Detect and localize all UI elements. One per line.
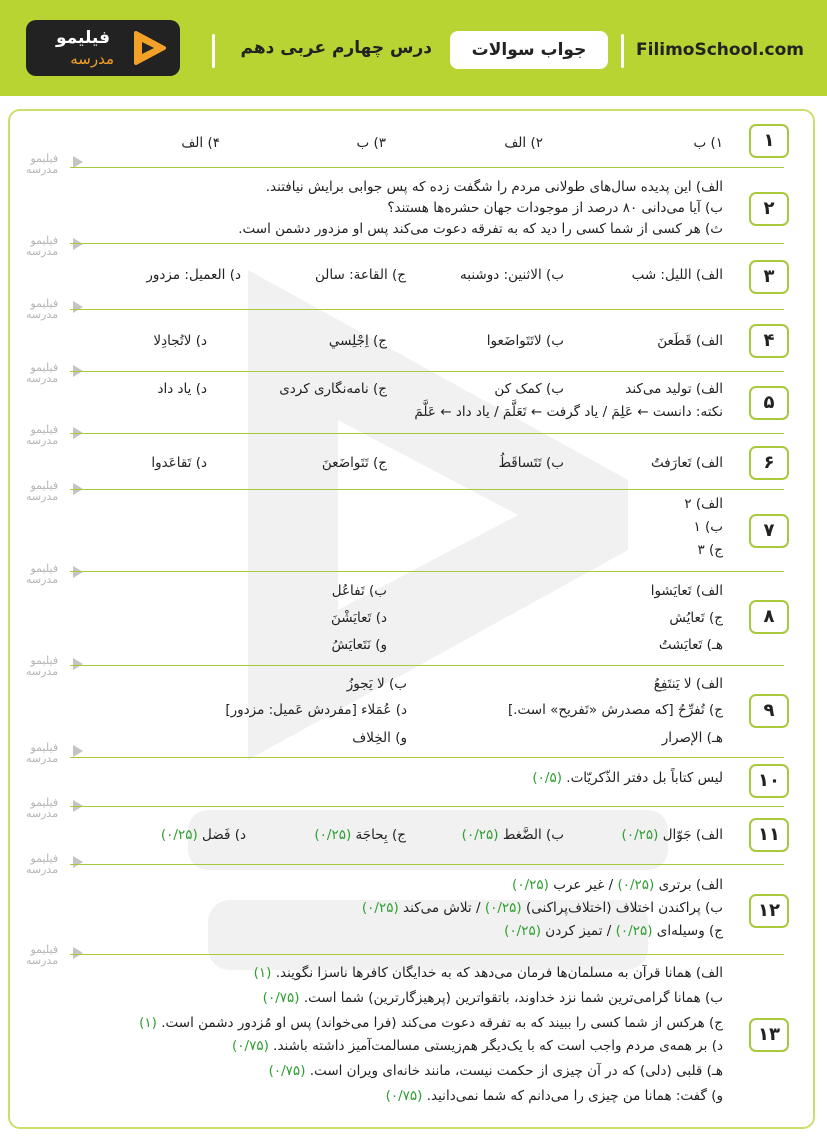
row-divider xyxy=(70,806,784,807)
score: (۰/۲۵) xyxy=(615,923,653,939)
answer-option: د) فَضل (۰/۲۵) xyxy=(160,827,246,843)
answer-option: الف) تولید می‌کند xyxy=(625,381,723,397)
answer-text: لیس کتاباً بل دفتر الذّکریّات. xyxy=(566,770,723,786)
answer-option: ج) اِجْلِسي xyxy=(328,333,387,349)
score: (۰/۲۵) xyxy=(160,827,198,843)
answer-option: د) تَعايَشْنَ xyxy=(330,610,387,626)
site-url[interactable]: FilimoSchool.com xyxy=(636,40,805,60)
row-divider xyxy=(70,167,784,168)
answer-option: ج) نامه‌نگاری کردی xyxy=(279,381,387,397)
answer-note: نکته: دانست ← عَلِمَ / یاد گرفت ← تَعَلَّمَ / یاد داد ← عَلَّمَ xyxy=(414,404,723,420)
question-number: ۱۰ xyxy=(749,764,789,798)
side-watermark: فیلیمو مدرسه xyxy=(26,563,58,585)
answer-option: ج) بِحاجَة (۰/۲۵) xyxy=(314,827,406,843)
answer-line: ج) ۳ xyxy=(697,542,723,558)
question-number: ۶ xyxy=(749,446,789,480)
side-watermark: فیلیمو مدرسه xyxy=(26,742,58,764)
play-icon xyxy=(72,744,84,758)
row-divider xyxy=(70,571,784,572)
score: (۰/۲۵) xyxy=(512,877,549,893)
answer-line: ج) هرکس از شما کسی را ببیند که به تفرقه دعوت می‌کند (فرا می‌خواند) پس او مُزدور دشمن است. (۱) xyxy=(139,1015,723,1031)
row-divider xyxy=(70,309,784,310)
score: (۰/۷۵) xyxy=(268,1063,306,1079)
answer-option: و) الخِلاف xyxy=(352,730,407,746)
side-watermark: فیلیمو مدرسه xyxy=(26,362,58,384)
score: (۰/۲۵) xyxy=(484,900,522,916)
answer-option: هـ) الإصرار xyxy=(661,730,723,746)
answer-option: د) لاتُجادِلا xyxy=(153,333,207,349)
score: (۰/۲۵) xyxy=(617,877,655,893)
play-icon xyxy=(72,300,84,314)
answer-line: الف) ۲ xyxy=(684,496,723,512)
answer-option: هـ) تَعايَشتُ xyxy=(658,637,723,653)
answer-option: ب) الضَّغط (۰/۲۵) xyxy=(461,827,564,843)
answer-option: ب) تَفاعُل xyxy=(331,583,387,599)
row-divider xyxy=(70,665,784,666)
answer-line: و) گفت: همانا من چیزی را می‌دانم که شما نمی‌دانید. (۰/۷۵) xyxy=(385,1088,723,1104)
side-watermark: فیلیمو مدرسه xyxy=(26,153,58,175)
side-watermark: فیلیمو مدرسه xyxy=(26,944,58,966)
row-divider xyxy=(70,243,784,244)
question-number: ۴ xyxy=(749,324,789,358)
answer-option: د) العمیل: مزدور xyxy=(146,267,241,283)
answer-line: الف) این پدیده سال‌های طولانی مردم را شگفت زده که پس جوابی برایش نیافتند. xyxy=(265,179,723,195)
score: (۰/۲۵) xyxy=(361,900,399,916)
play-icon xyxy=(72,657,84,671)
score: (۰/۲۵) xyxy=(504,923,541,939)
side-watermark: فیلیمو مدرسه xyxy=(26,235,58,257)
side-watermark: فیلیمو مدرسه xyxy=(26,853,58,875)
score: (۰/۷۵) xyxy=(262,990,300,1006)
answer-line: هـ) قلبی (دلی) که در آن چیزی از حکمت نیست، مانند خانه‌ای ویران است. (۰/۷۵) xyxy=(268,1063,723,1079)
row-divider xyxy=(70,954,784,955)
background-watermark-icon xyxy=(168,250,688,1010)
play-icon xyxy=(72,855,84,869)
answer-option: ج) القاعة: سالن xyxy=(314,267,406,283)
header-divider xyxy=(621,34,624,68)
answer-option: ج) تَتَواضَعنَ xyxy=(321,455,387,471)
answers-badge: جواب سوالات xyxy=(450,31,608,69)
score: (۰/۲۵) xyxy=(461,827,499,843)
answer-option: ب) الاثنین: دوشنبه xyxy=(460,267,564,283)
score: (۰/۲۵) xyxy=(314,827,352,843)
logo-subtext: مدرسه xyxy=(70,50,114,68)
answer-option: الف) قَطَعنَ xyxy=(657,333,723,349)
side-watermark: فیلیمو مدرسه xyxy=(26,480,58,502)
answer-line: الف) برتری (۰/۲۵) / غیر عرب (۰/۲۵) xyxy=(512,877,723,893)
answer-option: الف) لا يَنتَفِعُ xyxy=(653,676,723,692)
play-logo-icon xyxy=(132,29,168,67)
answer-line: ب) آیا می‌دانی ۸۰ درصد از موجودات جهان حشره‌ها هستند؟ xyxy=(387,200,723,216)
question-number: ۱۲ xyxy=(749,894,789,928)
page-title: درس چهارم عربی دهم xyxy=(240,38,432,58)
question-number: ۱ xyxy=(749,124,789,158)
row-divider xyxy=(70,433,784,434)
answer-option: ب) لاتَتَواضَعوا xyxy=(486,333,564,349)
answer-option: و) نَتَعايَشُ xyxy=(331,637,387,653)
row-divider xyxy=(70,371,784,372)
answer-option: ج) تَعايُش xyxy=(669,610,723,626)
question-number: ۷ xyxy=(749,514,789,548)
row-divider xyxy=(70,489,784,490)
side-watermark: فیلیمو مدرسه xyxy=(26,424,58,446)
play-icon xyxy=(72,946,84,960)
answer-option: الف) تَعايَشوا xyxy=(650,583,723,599)
side-watermark: فیلیمو مدرسه xyxy=(26,298,58,320)
question-number: ۲ xyxy=(749,192,789,226)
score: (۱) xyxy=(253,965,272,981)
header-divider xyxy=(212,34,215,68)
answer-line: الف) همانا قرآن به مسلمان‌ها فرمان می‌دهد که به خدایگان کافرها ناسزا نگویند. (۱) xyxy=(253,965,723,981)
question-number: ۹ xyxy=(749,694,789,728)
question-number: ۳ xyxy=(749,260,789,294)
play-icon xyxy=(72,237,84,251)
answer-option: ب) کمک کن xyxy=(494,381,564,397)
answer-option: ب) لا يَجوزُ xyxy=(346,676,407,692)
answer-option: ۱) ب xyxy=(693,135,723,151)
logo-text: فیلیمو xyxy=(55,28,110,48)
answer-option: د) یاد داد xyxy=(157,381,207,397)
page-header xyxy=(0,0,827,96)
answer-line: ب) پراکندن اختلاف (اختلاف‌پراکنی) (۰/۲۵) / تلاش می‌کند (۰/۲۵) xyxy=(361,900,723,916)
answer-option: ۲) الف xyxy=(504,135,543,151)
score: (۰/۷۵) xyxy=(385,1088,423,1104)
side-watermark: فیلیمو مدرسه xyxy=(26,797,58,819)
answer-line: ث) هر کسی از شما کسی را دید که به تفرقه دعوت می‌کند پس او مزدور دشمن است. xyxy=(238,221,723,237)
answer-option: ۳) ب xyxy=(356,135,386,151)
answer-line: ب) همانا گرامی‌ترین شما نزد خداوند، باتقواترین (پرهیزگارترین) شما است. (۰/۷۵) xyxy=(262,990,723,1006)
question-number: ۸ xyxy=(749,600,789,634)
answer-line xyxy=(532,770,723,786)
question-number: ۵ xyxy=(749,386,789,420)
answer-option: ب) تَتَساقَطُ xyxy=(498,455,564,471)
score: (۰/۷۵) xyxy=(231,1038,269,1054)
score: (۱) xyxy=(139,1015,157,1031)
row-divider xyxy=(70,757,784,758)
score: (۰/۲۵) xyxy=(621,827,659,843)
answer-option: د) عُمَلاء [مفردش عَميل: مزدور] xyxy=(225,702,407,718)
question-number: ۱۱ xyxy=(749,818,789,852)
side-watermark: فیلیمو مدرسه xyxy=(26,655,58,677)
answer-option: ۴) الف xyxy=(181,135,220,151)
answer-option: الف) اللیل: شب xyxy=(631,267,723,283)
answer-option: الف) جَوّال (۰/۲۵) xyxy=(621,827,723,843)
answer-line: ب) ۱ xyxy=(693,519,723,535)
filimo-logo[interactable] xyxy=(26,20,180,76)
answer-option: الف) تَعارَفتُ xyxy=(650,455,723,471)
answer-line: د) بر همه‌ی مردم واجب است که با یک‌دیگر هم‌زیستی مسالمت‌آمیز داشته باشند. (۰/۷۵) xyxy=(231,1038,723,1054)
answer-line: ج) وسیله‌ای (۰/۲۵) / تمیز کردن (۰/۲۵) xyxy=(504,923,723,939)
answer-option: ج) تُفرِّحُ [که مصدرش «تَفریح» است.] xyxy=(507,702,723,718)
answer-option: د) تَقاعَدوا xyxy=(151,455,207,471)
score: (۰/۵) xyxy=(532,770,562,786)
play-icon xyxy=(72,565,84,579)
row-divider xyxy=(70,864,784,865)
question-number: ۱۳ xyxy=(749,1018,789,1052)
